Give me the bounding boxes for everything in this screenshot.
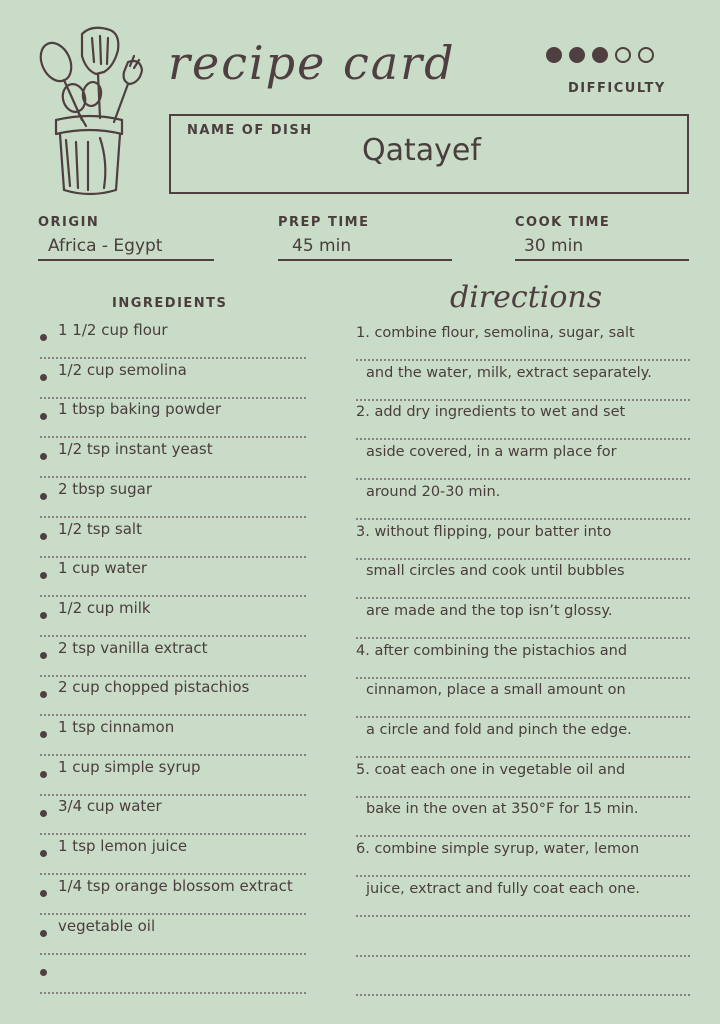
direction-text: 6. combine simple syrup, water, lemon — [356, 841, 640, 858]
ingredient-row — [40, 834, 306, 875]
difficulty-dot — [569, 47, 585, 63]
prep-time-value: 45 min — [292, 236, 352, 256]
direction-row — [356, 757, 690, 798]
direction-text: 1. combine flour, semolina, sugar, salt — [356, 325, 635, 341]
dish-name-label: NAME OF DISH — [187, 123, 313, 138]
bullet-icon — [40, 453, 47, 460]
ingredient-text: 1/2 cup semolina — [58, 360, 187, 379]
bullet-icon — [40, 731, 47, 738]
ingredient-row — [40, 397, 306, 438]
direction-row — [356, 479, 690, 520]
ingredient-text: 1/2 tsp salt — [58, 519, 142, 538]
ingredient-row — [40, 358, 306, 399]
prep-time-label: PREP TIME — [278, 215, 370, 230]
ingredient-text: 1 tbsp baking powder — [58, 400, 222, 419]
ingredient-row — [40, 318, 306, 359]
direction-text: 2. add dry ingredients to wet and set — [356, 404, 626, 421]
origin-underline — [38, 259, 214, 261]
ingredient-text: 1 cup water — [58, 559, 148, 578]
ingredient-text: 3/4 cup water — [58, 797, 162, 816]
ingredient-row — [40, 675, 306, 716]
direction-text: 3. without flipping, pour batter into — [356, 523, 612, 540]
difficulty-dot — [638, 47, 654, 63]
direction-text: around 20-30 min. — [366, 483, 501, 500]
direction-row — [356, 558, 690, 599]
direction-row — [356, 717, 690, 758]
direction-row — [356, 796, 690, 837]
direction-text: bake in the oven at 350°F for 15 min. — [366, 801, 639, 818]
bullet-icon — [40, 493, 47, 500]
bullet-icon — [40, 652, 47, 659]
origin-label: ORIGIN — [38, 215, 100, 230]
recipe-card-title: recipe card — [168, 36, 456, 90]
utensils-jar-icon — [30, 22, 150, 202]
direction-row — [356, 519, 690, 560]
ingredient-row — [40, 437, 306, 478]
ingredient-row — [40, 914, 306, 955]
ingredient-text: vegetable oil — [58, 916, 156, 935]
ingredient-row — [40, 794, 306, 835]
direction-row — [356, 439, 690, 480]
direction-text: cinnamon, place a small amount on — [366, 682, 626, 699]
bullet-icon — [40, 890, 47, 897]
direction-row — [356, 836, 690, 877]
ingredient-text: 1 1/2 cup flour — [58, 321, 168, 339]
difficulty-dot — [615, 47, 631, 63]
ingredients-heading: INGREDIENTS — [112, 296, 228, 311]
dish-name-value: Qatayef — [362, 133, 481, 168]
origin-value: Africa - Egypt — [48, 236, 163, 256]
direction-text: and the water, milk, extract separately. — [366, 364, 652, 381]
bullet-icon — [40, 691, 47, 698]
ingredient-row — [40, 517, 306, 558]
bullet-icon — [40, 374, 47, 381]
bullet-icon — [40, 810, 47, 817]
direction-row — [356, 876, 690, 917]
ingredient-row — [40, 477, 306, 518]
direction-row — [356, 320, 690, 361]
direction-text: 5. coat each one in vegetable oil and — [356, 761, 626, 778]
direction-text: small circles and cook until bubbles — [366, 563, 625, 580]
direction-row — [356, 955, 690, 996]
ingredient-row — [40, 953, 306, 994]
directions-heading: directions — [450, 280, 603, 315]
direction-text: aside covered, in a warm place for — [366, 444, 617, 461]
bullet-icon — [40, 334, 47, 341]
difficulty-dot — [546, 47, 562, 63]
ingredient-row — [40, 596, 306, 637]
ingredient-text: 1 tsp lemon juice — [58, 837, 188, 856]
cook-time-underline — [515, 259, 689, 261]
direction-row — [356, 638, 690, 679]
direction-text: juice, extract and fully coat each one. — [366, 880, 641, 897]
direction-text: 4. after combining the pistachios and — [356, 642, 628, 659]
ingredient-text: 2 tsp vanilla extract — [58, 638, 208, 657]
ingredient-text: 2 tbsp sugar — [58, 479, 153, 498]
bullet-icon — [40, 572, 47, 579]
cook-time-value: 30 min — [524, 236, 584, 256]
ingredient-text: 1/2 cup milk — [58, 598, 151, 617]
direction-row — [356, 360, 690, 401]
ingredient-row — [40, 715, 306, 756]
difficulty-rating — [546, 47, 654, 63]
ingredient-text: 1/2 tsp instant yeast — [58, 440, 213, 459]
direction-row — [356, 677, 690, 718]
difficulty-dot — [592, 47, 608, 63]
bullet-icon — [40, 771, 47, 778]
bullet-icon — [40, 969, 47, 976]
direction-row — [356, 916, 690, 957]
ingredient-text: 1/4 tsp orange blossom extract — [58, 876, 293, 895]
prep-time-underline — [278, 259, 452, 261]
bullet-icon — [40, 533, 47, 540]
ingredient-row — [40, 636, 306, 677]
direction-row — [356, 399, 690, 440]
direction-text: a circle and fold and pinch the edge. — [366, 722, 632, 738]
ingredient-row — [40, 556, 306, 597]
bullet-icon — [40, 612, 47, 619]
direction-row — [356, 598, 690, 639]
ingredient-row — [40, 755, 306, 796]
bullet-icon — [40, 413, 47, 420]
ingredient-text: 1 tsp cinnamon — [58, 718, 175, 736]
ingredient-text: 2 cup chopped pistachios — [58, 678, 250, 697]
bullet-icon — [40, 930, 47, 937]
ingredient-text: 1 cup simple syrup — [58, 757, 201, 776]
ingredient-row — [40, 874, 306, 915]
difficulty-label: DIFFICULTY — [568, 81, 666, 96]
cook-time-label: COOK TIME — [515, 215, 611, 230]
direction-text: are made and the top isn’t glossy. — [366, 602, 613, 619]
bullet-icon — [40, 850, 47, 857]
